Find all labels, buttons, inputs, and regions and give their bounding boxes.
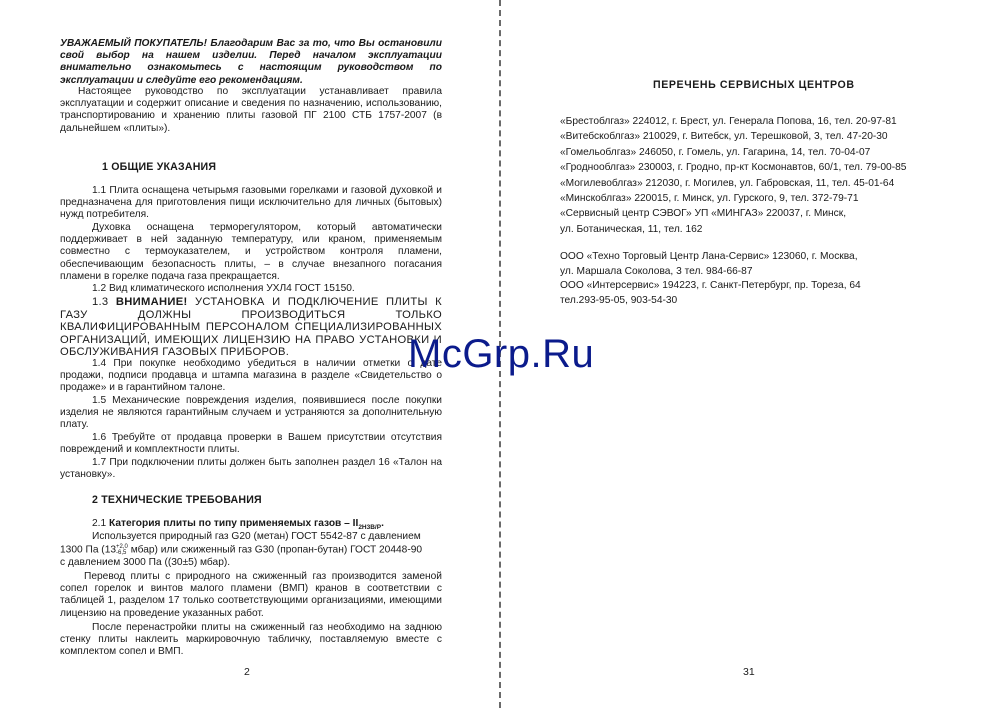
paragraph-1-3-number: 1.3 xyxy=(92,296,109,308)
warning-label: ВНИМАНИЕ! xyxy=(115,296,188,308)
paragraph-conversion: Перевод плиты с природного на сжиженный газ производится заменой сопел горелок и винтов малого пламени (ВМП) кранов в соответствии с таблицей 1, разделом 17 только соответствующими организациями, имеющими лицензию на проведение указанных работ. xyxy=(60,571,442,619)
paragraph-after-conversion: После перенастройки плиты на сжиженный газ необходимо на заднюю стенку плиты наклеить маркировочную табличку, поставляемую вместе с комплектом сопел и ВМП. xyxy=(60,622,442,658)
belarus-service-list xyxy=(560,114,940,237)
page-number-right: 31 xyxy=(743,666,755,678)
paragraph-1-4: 1.4 При покупке необходимо убедиться в наличии отметки о дате продажи, подписи продавца и штампа магазина в разделе «Свидетельство о продаже» и в гарантийном талоне. xyxy=(60,358,442,394)
gas-line-2-start: 1300 Па (13 xyxy=(60,544,117,556)
paragraph-2-1-number: 2.1 xyxy=(92,518,107,529)
service-center-item: «Сервисный центр СЭВОГ» УП «МИНГАЗ» 220037, г. Минск, ул. Ботаническая, 11, тел. 162 xyxy=(560,208,847,235)
gas-line-1: Используется природный газ G20 (метан) ГОСТ 5542-87 с давлением xyxy=(92,531,421,542)
section-2-heading: 2 ТЕХНИЧЕСКИЕ ТРЕБОВАНИЯ xyxy=(92,494,262,506)
service-center-item: «Гроднооблгаз» 230003, г. Гродно, пр-кт Космонавтов, 60/1, тел. 79-00-85 xyxy=(560,162,907,174)
service-center-item: «Минскоблгаз» 220015, г. Минск, ул. Гурского, 9, тел. 372-79-71 xyxy=(560,193,859,205)
tolerance-upper: +2,0 xyxy=(116,544,128,550)
paragraph-oven: Духовка оснащена терморегулятором, который автоматически поддерживает в ней заданную температуру, или краном, применяемым совместно с термоуказателем, и устройством контроля пламени, обеспечивающим безопасность плиты, – в случае внезапного погасания пламени в горелке подача газа прекращается. xyxy=(60,222,442,282)
intro-paragraph: Настоящее руководство по эксплуатации устанавливает правила эксплуатации и содержит описание и сведения по назначению, использованию, транспортированию и хранению плиты газовой ПГ 2100 СТБ 1757-2007 (в дальнейшем «плиты»). xyxy=(60,86,442,134)
tolerance-lower: -6,5 xyxy=(116,550,127,556)
watermark: McGrp.Ru xyxy=(408,332,595,376)
left-page xyxy=(60,0,442,708)
paragraph-1-3 xyxy=(60,296,442,359)
page-number-left: 2 xyxy=(244,666,250,678)
paragraph-1-6: 1.6 Требуйте от продавца проверки в Вашем присутствии отсутствия повреждений и комплектности плиты. xyxy=(60,432,442,456)
service-center-item: «Могилевоблгаз» 212030, г. Могилев, ул. Габровская, 11, тел. 45-01-64 xyxy=(560,177,895,189)
service-center-item: ООО «Интерсервис» 194223, г. Санкт-Петербург, пр. Тореза, 64 тел.293-95-05, 903-54-30 xyxy=(560,280,861,306)
right-page xyxy=(560,0,940,708)
pressure-tolerance xyxy=(116,544,128,556)
service-center-item: «Брестоблгаз» 224012, г. Брест, ул. Генерала Попова, 16, тел. 20-97-81 xyxy=(560,116,897,127)
gas-line-2-end: мбар) или сжиженный газ G30 (пропан-бутан) ГОСТ 20448-90 xyxy=(127,544,423,556)
gas-category-title: Категория плиты по типу применяемых газов – II xyxy=(109,518,359,529)
customer-greeting: УВАЖАЕМЫЙ ПОКУПАТЕЛЬ! Благодарим Вас за то, что Вы остановили свой выбор на нашем изделии. Перед началом эксплуатации внимательно ознакомьтесь с настоящим руководством по эксплуатации и следуйте его рекомендациям. xyxy=(60,38,442,86)
service-center-item: «Гомельоблгаз» 246050, г. Гомель, ул. Гагарина, 14, тел. 70-04-07 xyxy=(560,146,871,158)
gas-category-end: . xyxy=(381,518,384,529)
paragraph-1-1: 1.1 Плита оснащена четырьмя газовыми горелками и газовой духовкой и предназначена для приготовления пищи исключительно для личных (бытовых) нужд потребителя. xyxy=(60,185,442,221)
service-center-item: ООО «Техно Торговый Центр Лана-Сервис» 123060, г. Москва, ул. Маршала Соколова, 3 тел. 984-66-87 xyxy=(560,251,858,277)
russia-service-list xyxy=(560,250,940,308)
paragraph-1-5: 1.5 Механические повреждения изделия, появившиеся после покупки изделия не являются гарантийным случаем и устраняются за дополнительную плату. xyxy=(60,395,442,431)
gas-line-3: с давлением 3000 Па ((30±5) мбар). xyxy=(60,557,231,568)
gas-line-2 xyxy=(60,544,422,557)
paragraph-1-2: 1.2 Вид климатического исполнения УХЛ4 ГОСТ 15150. xyxy=(92,283,355,294)
service-center-item: «Витебскоблгаз» 210029, г. Витебск, ул. Терешковой, 3, тел. 47-20-30 xyxy=(560,131,888,143)
gas-category-subscript: 2Н3В/Р xyxy=(358,524,382,532)
paragraph-1-7: 1.7 При подключении плиты должен быть заполнен раздел 16 «Талон на установку». xyxy=(60,457,442,481)
service-centers-title: ПЕРЕЧЕНЬ СЕРВИСНЫХ ЦЕНТРОВ xyxy=(653,79,855,91)
section-1-heading: 1 ОБЩИЕ УКАЗАНИЯ xyxy=(102,161,217,173)
warning-text: УСТАНОВКА И ПОДКЛЮЧЕНИЕ ПЛИТЫ К ГАЗУ ДОЛЖНЫ ПРОИЗВОДИТЬСЯ ТОЛЬКО КВАЛИФИЦИРОВАННЫМ ПЕРСОНАЛОМ СПЕЦИАЛИЗИРОВАННЫХ ОРГАНИЗАЦИЙ, ИМЕЮЩИХ ЛИЦЕНЗИЮ НА ПРАВО УСТАНОВКИ И ОБСЛУЖИВАНИЯ ГАЗОВЫХ ПРИБОРОВ. xyxy=(60,296,442,359)
